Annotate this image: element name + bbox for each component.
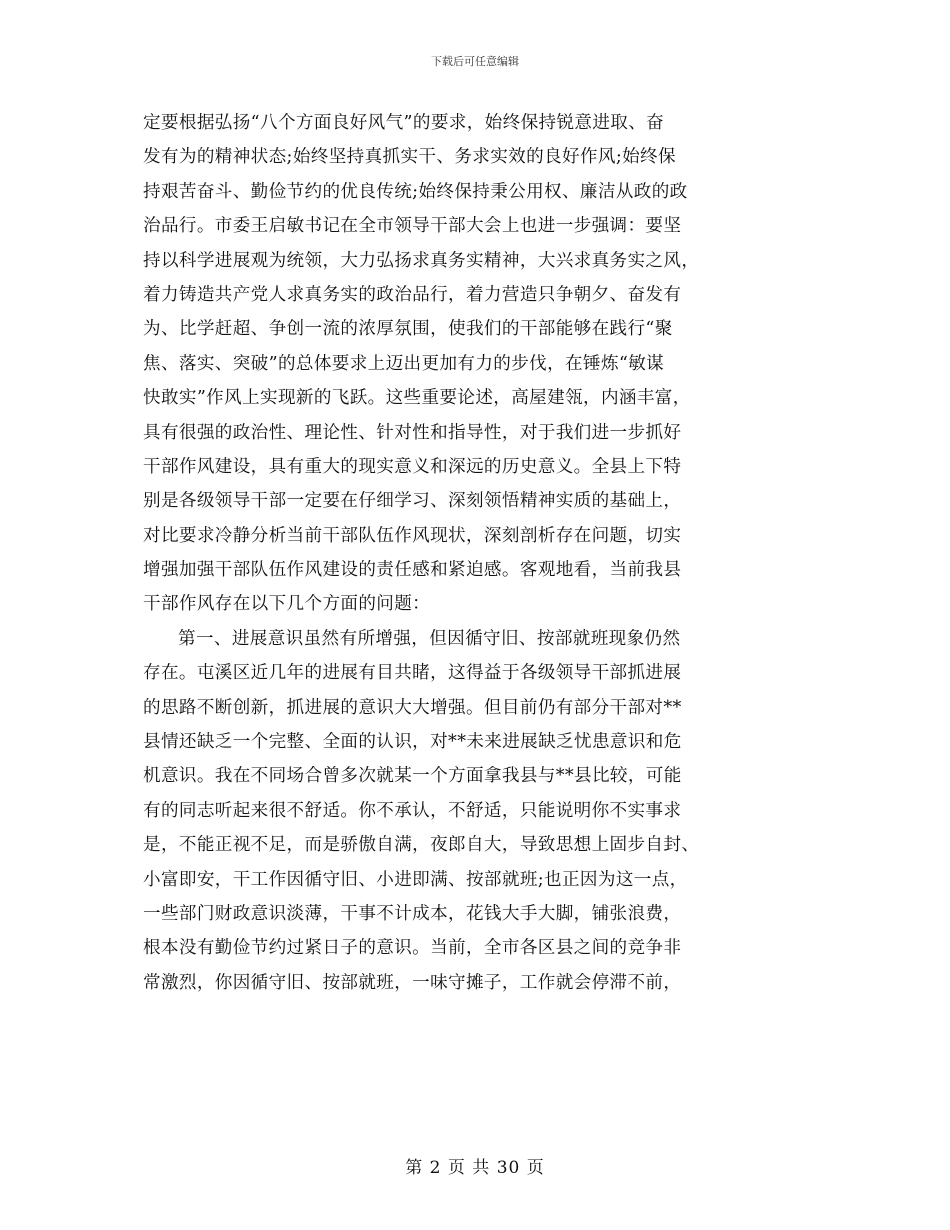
text-line: 有的同志听起来很不舒适。你不承认，不舒适，只能说明你不实事求: [143, 800, 682, 821]
text-line: 机意识。我在不同场合曾多次就某一个方面拿我县与**县比较，可能: [143, 766, 682, 787]
text-line: 存在。屯溪区近几年的进展有目共睹，这得益于各级领导干部抓进展: [143, 663, 682, 684]
text-line: 焦、落实、突破”的总体要求上迈出更加有力的步伐，在锤炼“敏谋: [143, 353, 665, 374]
text-line: 县情还缺乏一个完整、全面的认识，对**未来进展缺乏忧患意识和危: [143, 732, 682, 753]
text-line: 定要根据弘扬“八个方面良好风气”的要求，始终保持锐意进取、奋: [143, 113, 665, 133]
text-line: 持以科学进展观为统领，大力弘扬求真务实精神，大兴求真务实之风，: [143, 250, 700, 271]
text-line: 常激烈，你因循守旧、按部就班，一味守摊子，工作就会停滞不前，: [143, 972, 682, 993]
text-line: 第一、进展意识虽然有所增强，但因循守旧、按部就班现象仍然: [178, 628, 681, 649]
text-line: 的思路不断创新，抓进展的意识大大增强。但目前仍有部分干部对**: [143, 697, 682, 718]
page-footer: 第 2 页 共 30 页: [405, 1158, 545, 1178]
text-line: 是，不能正视不足，而是骄傲自满，夜郎自大，导致思想上固步自封、: [143, 835, 700, 856]
text-line: 干部作风存在以下几个方面的问题：: [143, 594, 431, 615]
text-line: 快敢实”作风上实现新的飞跃。这些重要论述，高屋建瓴，内涵丰富，: [143, 388, 691, 409]
text-line: 对比要求冷静分析当前干部队伍作风现状，深刻剖析存在问题，切实: [143, 525, 682, 546]
text-line: 着力铸造共产党人求真务实的政治品行，着力营造只争朝夕、奋发有: [143, 284, 682, 305]
text-line: 发有为的精神状态;始终坚持真抓实干、务求实效的良好作风;始终保: [143, 147, 676, 168]
text-line: 治品行。市委王启敏书记在全市领导干部大会上也进一步强调：要坚: [143, 216, 682, 237]
text-line: 别是各级领导干部一定要在仔细学习、深刻领悟精神实质的基础上，: [143, 491, 682, 512]
text-line: 具有很强的政治性、理论性、针对性和指导性，对于我们进一步抓好: [143, 422, 682, 443]
text-line: 一些部门财政意识淡薄，干事不计成本，花钱大手大脚，铺张浪费，: [143, 903, 682, 924]
text-line: 小富即安，干工作因循守旧、小进即满、按部就班;也正因为这一点，: [143, 869, 688, 890]
text-line: 持艰苦奋斗、勤俭节约的优良传统;始终保持秉公用权、廉洁从政的政: [143, 181, 688, 202]
text-line: 增强加强干部队伍作风建设的责任感和紧迫感。客观地看，当前我县: [143, 560, 682, 581]
document-body: [143, 106, 823, 1000]
text-line: 干部作风建设，具有重大的现实意义和深远的历史意义。全县上下特: [143, 456, 682, 477]
page-header: 下载后可任意编辑: [431, 55, 519, 68]
text-line: 为、比学赶超、争创一流的浓厚氛围，使我们的干部能够在践行“聚: [143, 319, 673, 340]
text-line: 根本没有勤俭节约过紧日子的意识。当前，全市各区县之间的竞争非: [143, 938, 682, 959]
